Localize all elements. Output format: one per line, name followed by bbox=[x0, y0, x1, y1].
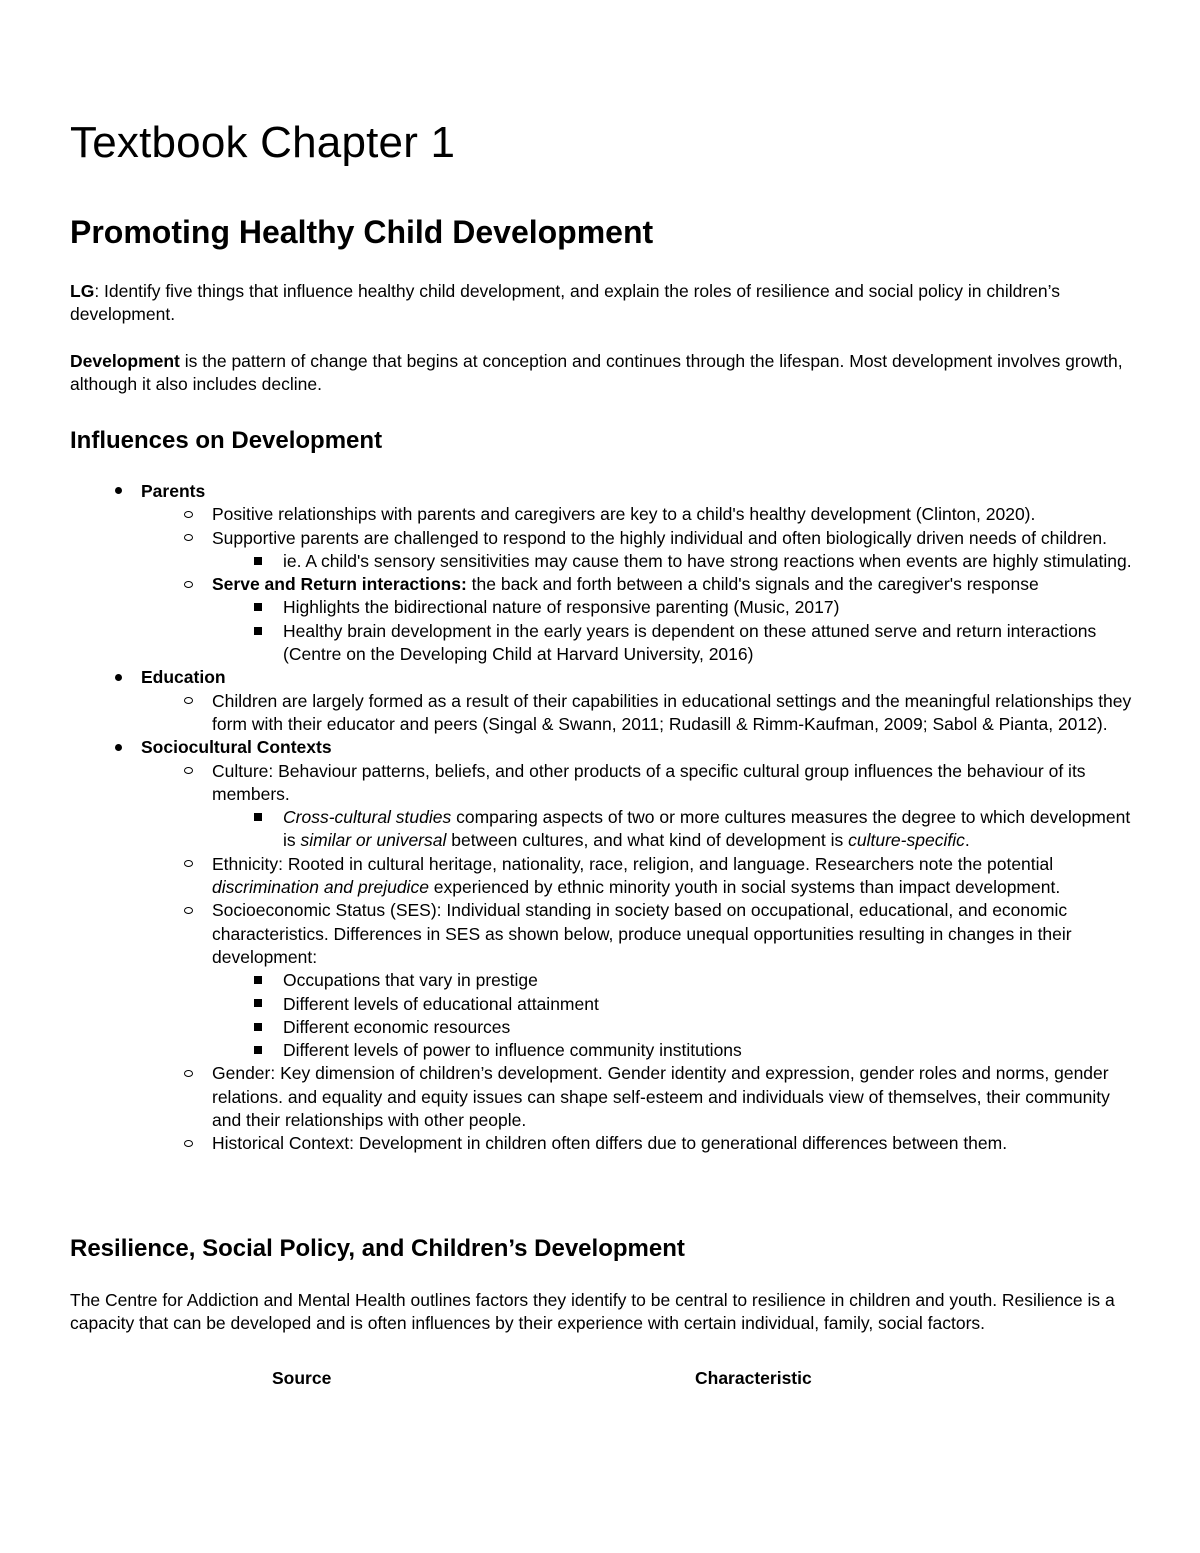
bullet-icon bbox=[248, 1039, 268, 1062]
development-text: is the pattern of change that begins at conception and continues through the lifespan. Most development involves growth, although it also includes decline. bbox=[70, 351, 1123, 394]
resilience-heading: Resilience, Social Policy, and Children’s Development bbox=[70, 1235, 685, 1262]
bullet-icon bbox=[178, 527, 198, 550]
bullet-icon bbox=[248, 969, 268, 992]
ethnicity-text-1: Ethnicity: Rooted in cultural heritage, nationality, race, religion, and language. Researchers note the potential bbox=[212, 853, 1054, 874]
ethnicity-term: discrimination and prejudice bbox=[212, 877, 429, 898]
bullet-icon bbox=[178, 760, 198, 783]
bullet-icon bbox=[248, 550, 268, 573]
parents-item-1: Positive relationships with parents and caregivers are key to a child's healthy development (Clinton, 2020). bbox=[212, 504, 1036, 525]
bullet-icon bbox=[178, 899, 198, 922]
ethnicity-text-2: experienced by ethnic minority youth in social systems than impact development. bbox=[428, 877, 1061, 898]
learning-goal-paragraph bbox=[70, 280, 1130, 326]
list-item bbox=[70, 1062, 1132, 1132]
bullet-icon bbox=[108, 666, 128, 689]
list-item bbox=[70, 573, 1132, 596]
bullet-icon bbox=[178, 1132, 198, 1155]
development-term: Development bbox=[70, 351, 180, 371]
cross-cultural-term-3: culture-specific bbox=[848, 830, 965, 851]
gender-item: Gender: Key dimension of children’s development. Gender identity and expression, gender roles and norms, gender relations. and equality and equity issues can shape self-esteem and individuals view of themselves, their community and their relationships with other people. bbox=[212, 1063, 1110, 1131]
bullet-icon bbox=[108, 736, 128, 759]
ses-sub-item: Occupations that vary in prestige bbox=[283, 970, 538, 991]
list-item bbox=[70, 690, 1132, 737]
ses-sub-item: Different levels of educational attainment bbox=[283, 993, 599, 1014]
list-item bbox=[70, 503, 1132, 526]
parents-item-2: Supportive parents are challenged to respond to the highly individual and often biologically driven needs of children. bbox=[212, 527, 1108, 548]
list-item bbox=[70, 853, 1132, 900]
bullet-icon bbox=[178, 503, 198, 526]
parents-item-2-sub: ie. A child's sensory sensitivities may cause them to have strong reactions when events are highly stimulating. bbox=[283, 550, 1132, 571]
list-item-sociocultural bbox=[70, 736, 1132, 759]
serve-return-text: the back and forth between a child's signals and the caregiver's response bbox=[466, 574, 1039, 595]
bullet-icon bbox=[178, 853, 198, 876]
list-item bbox=[70, 806, 1132, 853]
list-item bbox=[70, 620, 1132, 667]
development-paragraph bbox=[70, 350, 1130, 396]
lg-text: : Identify five things that influence healthy child development, and explain the roles of resilience and social policy in children’s development. bbox=[70, 281, 1060, 324]
list-item bbox=[70, 1016, 1132, 1039]
culture-item: Culture: Behaviour patterns, beliefs, and other products of a specific cultural group influences the behaviour of its members. bbox=[212, 760, 1086, 804]
bullet-icon bbox=[248, 993, 268, 1016]
table-header-source: Source bbox=[272, 1368, 332, 1388]
resilience-paragraph: The Centre for Addiction and Mental Health outlines factors they identify to be central to resilience in children and youth. Resilience is a capacity that can be developed and is often influences by their experience with certain individual, family, social factors. bbox=[70, 1290, 1115, 1333]
lg-label: LG bbox=[70, 281, 95, 301]
cross-cultural-text-3: . bbox=[964, 830, 970, 851]
list-item bbox=[70, 527, 1132, 550]
serve-return-term: Serve and Return interactions: bbox=[212, 574, 467, 595]
serve-return-sub-2: Healthy brain development in the early years is dependent on these attuned serve and return interactions (Centre on the Developing Child at Harvard University, 2016) bbox=[283, 620, 1097, 665]
influences-heading: Influences on Development bbox=[70, 427, 383, 454]
bullet-icon bbox=[248, 596, 268, 619]
list-item bbox=[70, 596, 1132, 619]
cross-cultural-text-1: comparing aspects of two or more cultures measures the degree to which development is bbox=[283, 807, 1131, 851]
table-header-characteristic: Characteristic bbox=[695, 1368, 812, 1388]
list-item bbox=[70, 1039, 1132, 1062]
bullet-icon bbox=[178, 573, 198, 596]
cross-cultural-text-2: between cultures, and what kind of development is bbox=[446, 830, 849, 851]
bullet-icon bbox=[108, 480, 128, 503]
influences-list bbox=[70, 480, 1132, 1156]
bullet-icon bbox=[178, 690, 198, 713]
ses-item: Socioeconomic Status (SES): Individual standing in society based on occupational, educational, and economic characteristics. Differences in SES as shown below, produce unequal opportunities resulting in changes in their development: bbox=[212, 900, 1072, 967]
list-item bbox=[70, 760, 1132, 807]
cross-cultural-term-2: similar or universal bbox=[300, 830, 447, 851]
section-title: Promoting Healthy Child Development bbox=[70, 214, 654, 250]
cross-cultural-term: Cross-cultural studies bbox=[283, 807, 452, 828]
bullet-icon bbox=[178, 1062, 198, 1085]
list-item-parents bbox=[70, 480, 1132, 503]
list-item bbox=[70, 1132, 1132, 1155]
parents-label: Parents bbox=[141, 481, 206, 501]
ses-sub-item: Different levels of power to influence community institutions bbox=[283, 1040, 742, 1061]
education-item-1: Children are largely formed as a result of their capabilities in educational settings and the meaningful relationships they form with their educator and peers (Singal & Swann, 2011; Rudasill & Rimm-Kaufman, 2009; Sabol & Pianta, 2012). bbox=[212, 690, 1132, 734]
bullet-icon bbox=[248, 620, 268, 643]
list-item bbox=[70, 550, 1132, 573]
bullet-icon bbox=[248, 1016, 268, 1039]
ses-sub-item: Different economic resources bbox=[283, 1016, 511, 1037]
list-item bbox=[70, 993, 1132, 1016]
sociocultural-label: Sociocultural Contexts bbox=[141, 737, 332, 758]
list-item bbox=[70, 899, 1132, 969]
serve-return-sub-1: Highlights the bidirectional nature of responsive parenting (Music, 2017) bbox=[283, 597, 840, 618]
page-title: Textbook Chapter 1 bbox=[70, 118, 456, 167]
historical-item: Historical Context: Development in children often differs due to generational differences between them. bbox=[212, 1133, 1008, 1154]
education-label: Education bbox=[141, 667, 226, 688]
list-item-education bbox=[70, 666, 1132, 689]
bullet-icon bbox=[248, 806, 268, 829]
list-item bbox=[70, 969, 1132, 992]
